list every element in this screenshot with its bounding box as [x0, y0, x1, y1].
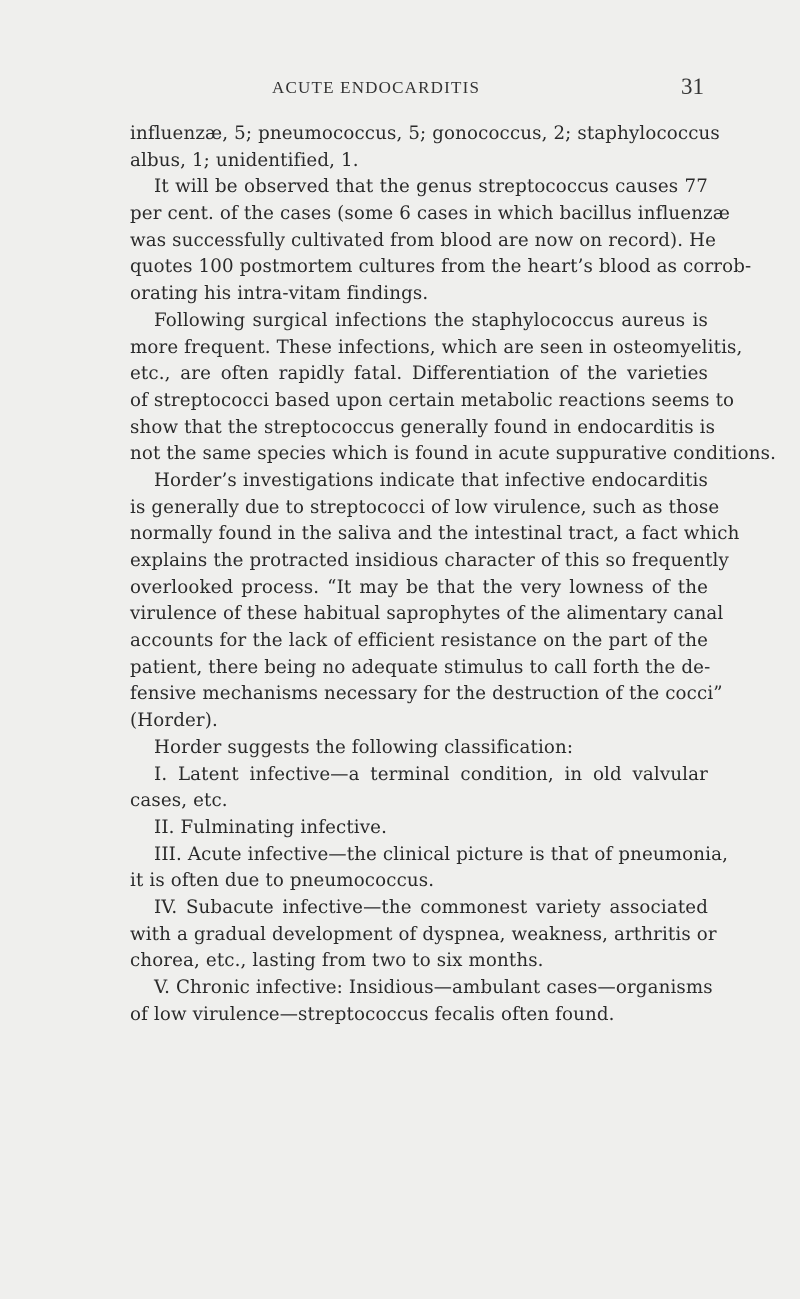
- text-line: explains the protracted insidious character of this so frequently: [130, 550, 729, 571]
- text-line: is generally due to streptococci of low virulence, such as those: [130, 496, 720, 518]
- text-line: I. Latent infective—a terminal condition, in old valvular: [154, 763, 708, 785]
- text-line: Horder’s investigations indicate that infective endocarditis: [154, 469, 708, 491]
- text-line: virulence of these habitual saprophytes of the alimentary canal: [130, 603, 724, 625]
- text-line: orating his intra-vitam findings.: [130, 283, 429, 305]
- text-line: chorea, etc., lasting from two to six months.: [130, 950, 544, 972]
- text-line: V. Chronic infective: Insidious—ambulant cases—organisms: [154, 977, 713, 998]
- running-title: ACUTE ENDOCARDITIS: [272, 78, 481, 97]
- running-head: [0, 74, 800, 104]
- page-number: 31: [681, 74, 704, 99]
- text-line: (Horder).: [130, 710, 218, 732]
- text-line: fensive mechanisms necessary for the destruction of the cocci”: [130, 683, 723, 705]
- text-line: cases, etc.: [130, 790, 228, 812]
- text-line: of low virulence—streptococcus fecalis often found.: [130, 1003, 615, 1025]
- text-line: It will be observed that the genus streptococcus causes 77: [154, 176, 708, 198]
- text-line: etc., are often rapidly fatal. Differentiation of the varieties: [130, 363, 708, 385]
- text-line: Horder suggests the following classification:: [154, 736, 574, 758]
- text-line: quotes 100 postmortem cultures from the heart’s blood as corrob-: [130, 256, 752, 278]
- text-line: albus, 1; unidentified, 1.: [130, 149, 359, 171]
- text-line: not the same species which is found in acute suppurative conditions.: [130, 443, 776, 465]
- text-line: influenzæ, 5; pneumococcus, 5; gonococcus, 2; staphylococcus: [130, 123, 720, 144]
- text-line: of streptococci based upon certain metabolic reactions seems to: [130, 389, 735, 411]
- text-line: overlooked process. “It may be that the very lowness of the: [130, 576, 708, 598]
- text-line: II. Fulminating infective.: [154, 816, 388, 838]
- text-line: show that the streptococcus generally found in endocarditis is: [130, 416, 716, 438]
- text-line: IV. Subacute infective—the commonest variety associated: [154, 896, 708, 918]
- text-line: III. Acute infective—the clinical picture is that of pneumonia,: [154, 843, 728, 865]
- text-line: was successfully cultivated from blood are now on record). He: [130, 229, 717, 251]
- text-line: more frequent. These infections, which are seen in osteomyelitis,: [130, 336, 743, 358]
- text-line: per cent. of the cases (some 6 cases in which bacillus influenzæ: [130, 203, 731, 225]
- text-line: patient, there being no adequate stimulus to call forth the de-: [130, 656, 711, 678]
- text-line: accounts for the lack of efficient resistance on the part of the: [130, 630, 708, 652]
- text-line: Following surgical infections the staphylococcus aureus is: [154, 309, 708, 331]
- text-line: with a gradual development of dyspnea, weakness, arthritis or: [130, 923, 717, 945]
- text-line: it is often due to pneumococcus.: [130, 870, 435, 892]
- body-text: [130, 121, 776, 1028]
- text-line: normally found in the saliva and the intestinal tract, a fact which: [130, 523, 740, 545]
